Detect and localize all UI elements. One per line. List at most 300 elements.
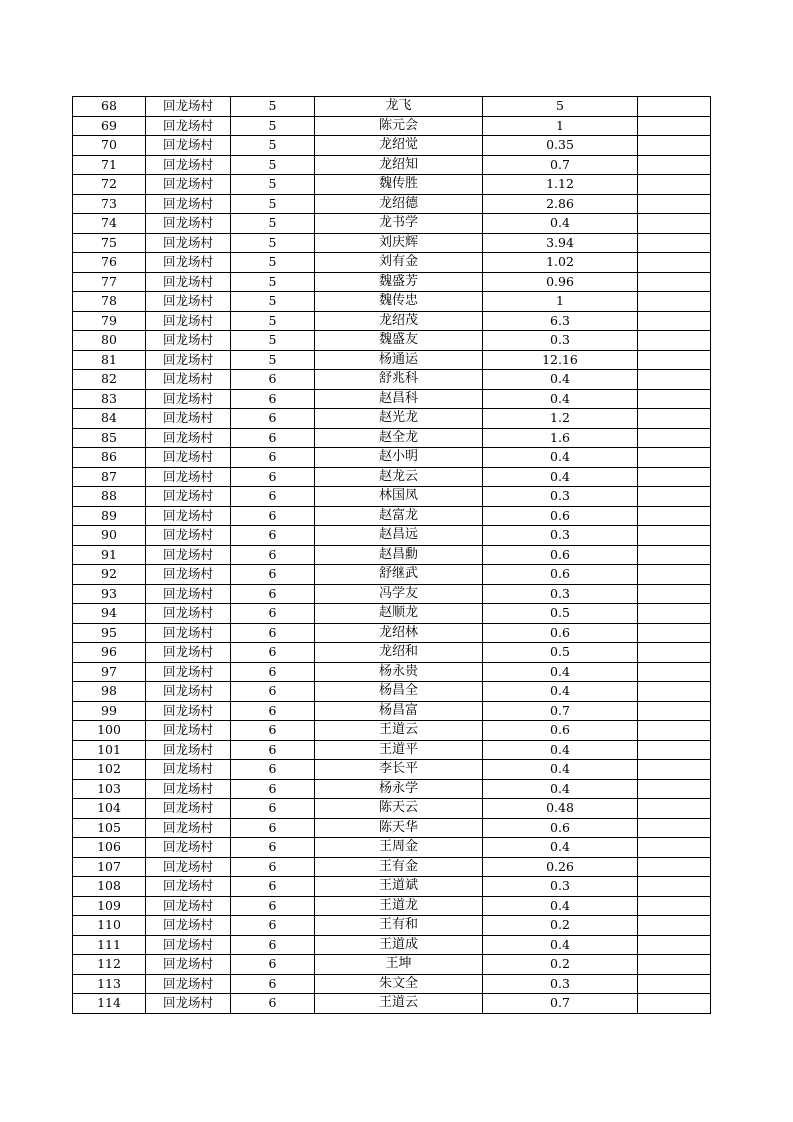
- village-cell: 回龙场村: [146, 350, 231, 370]
- village-cell: 回龙场村: [146, 818, 231, 838]
- village-cell: 回龙场村: [146, 136, 231, 156]
- note-cell: [638, 175, 711, 195]
- person-name-cell: 龙书学: [315, 214, 483, 234]
- group-cell: 6: [231, 701, 315, 721]
- group-cell: 6: [231, 877, 315, 897]
- note-cell: [638, 97, 711, 117]
- person-name-cell: 魏盛芳: [315, 272, 483, 292]
- village-cell: 回龙场村: [146, 409, 231, 429]
- note-cell: [638, 155, 711, 175]
- value-cell: 0.5: [483, 604, 638, 624]
- village-cell: 回龙场村: [146, 760, 231, 780]
- person-name-cell: 王道斌: [315, 877, 483, 897]
- row-number-cell: 72: [73, 175, 146, 195]
- person-name-cell: 王道成: [315, 935, 483, 955]
- table-row: [73, 331, 711, 351]
- person-name-cell: 龙飞: [315, 97, 483, 117]
- group-cell: 5: [231, 97, 315, 117]
- group-cell: 5: [231, 155, 315, 175]
- table-row: [73, 116, 711, 136]
- village-cell: 回龙场村: [146, 935, 231, 955]
- value-cell: 0.6: [483, 623, 638, 643]
- person-name-cell: 龙绍知: [315, 155, 483, 175]
- group-cell: 6: [231, 487, 315, 507]
- note-cell: [638, 565, 711, 585]
- village-cell: 回龙场村: [146, 643, 231, 663]
- note-cell: [638, 506, 711, 526]
- person-name-cell: 朱文全: [315, 974, 483, 994]
- group-cell: 5: [231, 272, 315, 292]
- person-name-cell: 舒继武: [315, 565, 483, 585]
- table-row: [73, 760, 711, 780]
- row-number-cell: 100: [73, 721, 146, 741]
- row-number-cell: 68: [73, 97, 146, 117]
- person-name-cell: 舒兆科: [315, 370, 483, 390]
- note-cell: [638, 448, 711, 468]
- table-row: [73, 467, 711, 487]
- note-cell: [638, 350, 711, 370]
- village-cell: 回龙场村: [146, 272, 231, 292]
- person-name-cell: 陈元会: [315, 116, 483, 136]
- value-cell: 0.3: [483, 974, 638, 994]
- group-cell: 6: [231, 467, 315, 487]
- group-cell: 5: [231, 116, 315, 136]
- value-cell: 1.6: [483, 428, 638, 448]
- group-cell: 6: [231, 740, 315, 760]
- row-number-cell: 89: [73, 506, 146, 526]
- row-number-cell: 111: [73, 935, 146, 955]
- table-row: [73, 857, 711, 877]
- value-cell: 0.4: [483, 467, 638, 487]
- value-cell: 0.7: [483, 994, 638, 1014]
- value-cell: 3.94: [483, 233, 638, 253]
- person-name-cell: 李长平: [315, 760, 483, 780]
- table-row: [73, 487, 711, 507]
- row-number-cell: 103: [73, 779, 146, 799]
- village-cell: 回龙场村: [146, 311, 231, 331]
- village-cell: 回龙场村: [146, 662, 231, 682]
- row-number-cell: 94: [73, 604, 146, 624]
- person-name-cell: 杨永贵: [315, 662, 483, 682]
- note-cell: [638, 584, 711, 604]
- row-number-cell: 80: [73, 331, 146, 351]
- group-cell: 5: [231, 292, 315, 312]
- table-row: [73, 350, 711, 370]
- group-cell: 6: [231, 994, 315, 1014]
- row-number-cell: 104: [73, 799, 146, 819]
- value-cell: 0.3: [483, 331, 638, 351]
- person-name-cell: 陈天云: [315, 799, 483, 819]
- group-cell: 6: [231, 389, 315, 409]
- note-cell: [638, 779, 711, 799]
- row-number-cell: 74: [73, 214, 146, 234]
- person-name-cell: 杨通运: [315, 350, 483, 370]
- table-row: [73, 448, 711, 468]
- value-cell: 0.6: [483, 565, 638, 585]
- row-number-cell: 112: [73, 955, 146, 975]
- group-cell: 6: [231, 760, 315, 780]
- person-name-cell: 魏传胜: [315, 175, 483, 195]
- village-cell: 回龙场村: [146, 428, 231, 448]
- table-row: [73, 623, 711, 643]
- person-name-cell: 陈天华: [315, 818, 483, 838]
- village-cell: 回龙场村: [146, 974, 231, 994]
- village-cell: 回龙场村: [146, 331, 231, 351]
- person-name-cell: 魏盛友: [315, 331, 483, 351]
- value-cell: 5: [483, 97, 638, 117]
- group-cell: 6: [231, 643, 315, 663]
- note-cell: [638, 818, 711, 838]
- village-cell: 回龙场村: [146, 506, 231, 526]
- table-row: [73, 721, 711, 741]
- note-cell: [638, 604, 711, 624]
- village-cell: 回龙场村: [146, 838, 231, 858]
- note-cell: [638, 331, 711, 351]
- row-number-cell: 76: [73, 253, 146, 273]
- table-row: [73, 818, 711, 838]
- row-number-cell: 75: [73, 233, 146, 253]
- row-number-cell: 79: [73, 311, 146, 331]
- value-cell: 0.2: [483, 916, 638, 936]
- row-number-cell: 113: [73, 974, 146, 994]
- person-name-cell: 王坤: [315, 955, 483, 975]
- village-cell: 回龙场村: [146, 857, 231, 877]
- village-cell: 回龙场村: [146, 799, 231, 819]
- value-cell: 0.4: [483, 682, 638, 702]
- table-row: [73, 935, 711, 955]
- note-cell: [638, 935, 711, 955]
- table-row: [73, 253, 711, 273]
- group-cell: 6: [231, 935, 315, 955]
- table-row: [73, 370, 711, 390]
- village-cell: 回龙场村: [146, 370, 231, 390]
- row-number-cell: 91: [73, 545, 146, 565]
- row-number-cell: 71: [73, 155, 146, 175]
- row-number-cell: 105: [73, 818, 146, 838]
- person-name-cell: 杨昌全: [315, 682, 483, 702]
- person-name-cell: 刘庆辉: [315, 233, 483, 253]
- group-cell: 5: [231, 311, 315, 331]
- group-cell: 6: [231, 857, 315, 877]
- value-cell: 0.2: [483, 955, 638, 975]
- table-row: [73, 97, 711, 117]
- group-cell: 6: [231, 448, 315, 468]
- table-row: [73, 584, 711, 604]
- value-cell: 0.7: [483, 701, 638, 721]
- village-cell: 回龙场村: [146, 292, 231, 312]
- row-number-cell: 114: [73, 994, 146, 1014]
- table-row: [73, 662, 711, 682]
- village-cell: 回龙场村: [146, 194, 231, 214]
- group-cell: 6: [231, 584, 315, 604]
- row-number-cell: 108: [73, 877, 146, 897]
- table-row: [73, 955, 711, 975]
- note-cell: [638, 740, 711, 760]
- group-cell: 5: [231, 350, 315, 370]
- data-table: [72, 96, 711, 1014]
- note-cell: [638, 974, 711, 994]
- note-cell: [638, 760, 711, 780]
- village-cell: 回龙场村: [146, 467, 231, 487]
- value-cell: 0.48: [483, 799, 638, 819]
- village-cell: 回龙场村: [146, 214, 231, 234]
- table-row: [73, 994, 711, 1014]
- village-cell: 回龙场村: [146, 740, 231, 760]
- note-cell: [638, 721, 711, 741]
- row-number-cell: 69: [73, 116, 146, 136]
- row-number-cell: 106: [73, 838, 146, 858]
- value-cell: 0.4: [483, 214, 638, 234]
- group-cell: 6: [231, 721, 315, 741]
- person-name-cell: 王道云: [315, 994, 483, 1014]
- note-cell: [638, 233, 711, 253]
- value-cell: 0.3: [483, 487, 638, 507]
- value-cell: 6.3: [483, 311, 638, 331]
- note-cell: [638, 272, 711, 292]
- person-name-cell: 林国凤: [315, 487, 483, 507]
- note-cell: [638, 194, 711, 214]
- village-cell: 回龙场村: [146, 175, 231, 195]
- group-cell: 6: [231, 526, 315, 546]
- table-row: [73, 214, 711, 234]
- group-cell: 5: [231, 194, 315, 214]
- note-cell: [638, 545, 711, 565]
- row-number-cell: 87: [73, 467, 146, 487]
- village-cell: 回龙场村: [146, 604, 231, 624]
- village-cell: 回龙场村: [146, 233, 231, 253]
- note-cell: [638, 389, 711, 409]
- value-cell: 0.4: [483, 838, 638, 858]
- note-cell: [638, 623, 711, 643]
- value-cell: 0.4: [483, 662, 638, 682]
- value-cell: 0.4: [483, 370, 638, 390]
- note-cell: [638, 214, 711, 234]
- value-cell: 0.4: [483, 760, 638, 780]
- row-number-cell: 78: [73, 292, 146, 312]
- person-name-cell: 赵昌科: [315, 389, 483, 409]
- table-row: [73, 740, 711, 760]
- person-name-cell: 龙绍和: [315, 643, 483, 663]
- table-row: [73, 389, 711, 409]
- row-number-cell: 85: [73, 428, 146, 448]
- table-row: [73, 565, 711, 585]
- table-row: [73, 136, 711, 156]
- group-cell: 6: [231, 799, 315, 819]
- note-cell: [638, 857, 711, 877]
- person-name-cell: 龙绍林: [315, 623, 483, 643]
- village-cell: 回龙场村: [146, 584, 231, 604]
- group-cell: 5: [231, 253, 315, 273]
- note-cell: [638, 701, 711, 721]
- row-number-cell: 90: [73, 526, 146, 546]
- village-cell: 回龙场村: [146, 487, 231, 507]
- note-cell: [638, 370, 711, 390]
- note-cell: [638, 136, 711, 156]
- row-number-cell: 97: [73, 662, 146, 682]
- village-cell: 回龙场村: [146, 916, 231, 936]
- value-cell: 0.35: [483, 136, 638, 156]
- row-number-cell: 81: [73, 350, 146, 370]
- row-number-cell: 110: [73, 916, 146, 936]
- table-row: [73, 311, 711, 331]
- table-row: [73, 506, 711, 526]
- person-name-cell: 赵小明: [315, 448, 483, 468]
- table-row: [73, 643, 711, 663]
- village-cell: 回龙场村: [146, 526, 231, 546]
- group-cell: 5: [231, 136, 315, 156]
- row-number-cell: 92: [73, 565, 146, 585]
- group-cell: 6: [231, 916, 315, 936]
- row-number-cell: 102: [73, 760, 146, 780]
- group-cell: 5: [231, 331, 315, 351]
- person-name-cell: 赵全龙: [315, 428, 483, 448]
- group-cell: 6: [231, 662, 315, 682]
- note-cell: [638, 292, 711, 312]
- table-row: [73, 233, 711, 253]
- row-number-cell: 83: [73, 389, 146, 409]
- person-name-cell: 赵昌远: [315, 526, 483, 546]
- table-row: [73, 526, 711, 546]
- group-cell: 6: [231, 604, 315, 624]
- value-cell: 0.4: [483, 935, 638, 955]
- table-row: [73, 916, 711, 936]
- group-cell: 6: [231, 409, 315, 429]
- note-cell: [638, 994, 711, 1014]
- person-name-cell: 魏传忠: [315, 292, 483, 312]
- note-cell: [638, 799, 711, 819]
- row-number-cell: 93: [73, 584, 146, 604]
- person-name-cell: 赵昌勳: [315, 545, 483, 565]
- note-cell: [638, 409, 711, 429]
- note-cell: [638, 682, 711, 702]
- note-cell: [638, 643, 711, 663]
- note-cell: [638, 916, 711, 936]
- row-number-cell: 109: [73, 896, 146, 916]
- group-cell: 6: [231, 545, 315, 565]
- note-cell: [638, 467, 711, 487]
- table-row: [73, 974, 711, 994]
- row-number-cell: 77: [73, 272, 146, 292]
- group-cell: 5: [231, 233, 315, 253]
- group-cell: 6: [231, 779, 315, 799]
- table-row: [73, 155, 711, 175]
- village-cell: 回龙场村: [146, 155, 231, 175]
- person-name-cell: 冯学友: [315, 584, 483, 604]
- person-name-cell: 龙绍茂: [315, 311, 483, 331]
- village-cell: 回龙场村: [146, 721, 231, 741]
- table-row: [73, 877, 711, 897]
- group-cell: 6: [231, 974, 315, 994]
- person-name-cell: 龙绍德: [315, 194, 483, 214]
- row-number-cell: 70: [73, 136, 146, 156]
- note-cell: [638, 526, 711, 546]
- row-number-cell: 99: [73, 701, 146, 721]
- value-cell: 0.3: [483, 584, 638, 604]
- village-cell: 回龙场村: [146, 896, 231, 916]
- village-cell: 回龙场村: [146, 955, 231, 975]
- table-row: [73, 682, 711, 702]
- village-cell: 回龙场村: [146, 779, 231, 799]
- value-cell: 2.86: [483, 194, 638, 214]
- group-cell: 6: [231, 682, 315, 702]
- note-cell: [638, 838, 711, 858]
- table-row: [73, 896, 711, 916]
- group-cell: 6: [231, 370, 315, 390]
- value-cell: 0.4: [483, 740, 638, 760]
- table-row: [73, 409, 711, 429]
- table-row: [73, 272, 711, 292]
- note-cell: [638, 116, 711, 136]
- table-body: [73, 97, 711, 1014]
- person-name-cell: 赵富龙: [315, 506, 483, 526]
- group-cell: 6: [231, 623, 315, 643]
- table-row: [73, 292, 711, 312]
- group-cell: 5: [231, 175, 315, 195]
- village-cell: 回龙场村: [146, 116, 231, 136]
- village-cell: 回龙场村: [146, 448, 231, 468]
- row-number-cell: 96: [73, 643, 146, 663]
- village-cell: 回龙场村: [146, 253, 231, 273]
- village-cell: 回龙场村: [146, 389, 231, 409]
- row-number-cell: 86: [73, 448, 146, 468]
- group-cell: 6: [231, 955, 315, 975]
- table-row: [73, 175, 711, 195]
- person-name-cell: 赵顺龙: [315, 604, 483, 624]
- table-row: [73, 779, 711, 799]
- value-cell: 1: [483, 292, 638, 312]
- person-name-cell: 王周金: [315, 838, 483, 858]
- village-cell: 回龙场村: [146, 877, 231, 897]
- person-name-cell: 赵龙云: [315, 467, 483, 487]
- note-cell: [638, 896, 711, 916]
- value-cell: 0.4: [483, 389, 638, 409]
- note-cell: [638, 311, 711, 331]
- group-cell: 6: [231, 428, 315, 448]
- person-name-cell: 杨昌富: [315, 701, 483, 721]
- note-cell: [638, 662, 711, 682]
- value-cell: 0.3: [483, 526, 638, 546]
- person-name-cell: 王道云: [315, 721, 483, 741]
- value-cell: 0.96: [483, 272, 638, 292]
- person-name-cell: 刘有金: [315, 253, 483, 273]
- row-number-cell: 95: [73, 623, 146, 643]
- note-cell: [638, 253, 711, 273]
- person-name-cell: 王道龙: [315, 896, 483, 916]
- table-row: [73, 799, 711, 819]
- value-cell: 0.4: [483, 779, 638, 799]
- value-cell: 0.3: [483, 877, 638, 897]
- value-cell: 0.6: [483, 506, 638, 526]
- group-cell: 5: [231, 214, 315, 234]
- table-row: [73, 701, 711, 721]
- village-cell: 回龙场村: [146, 682, 231, 702]
- village-cell: 回龙场村: [146, 565, 231, 585]
- table-row: [73, 545, 711, 565]
- note-cell: [638, 877, 711, 897]
- row-number-cell: 101: [73, 740, 146, 760]
- note-cell: [638, 487, 711, 507]
- value-cell: 0.4: [483, 448, 638, 468]
- value-cell: 1.12: [483, 175, 638, 195]
- group-cell: 6: [231, 818, 315, 838]
- person-name-cell: 王有金: [315, 857, 483, 877]
- value-cell: 0.6: [483, 545, 638, 565]
- village-cell: 回龙场村: [146, 545, 231, 565]
- row-number-cell: 88: [73, 487, 146, 507]
- village-cell: 回龙场村: [146, 701, 231, 721]
- table-row: [73, 428, 711, 448]
- person-name-cell: 赵光龙: [315, 409, 483, 429]
